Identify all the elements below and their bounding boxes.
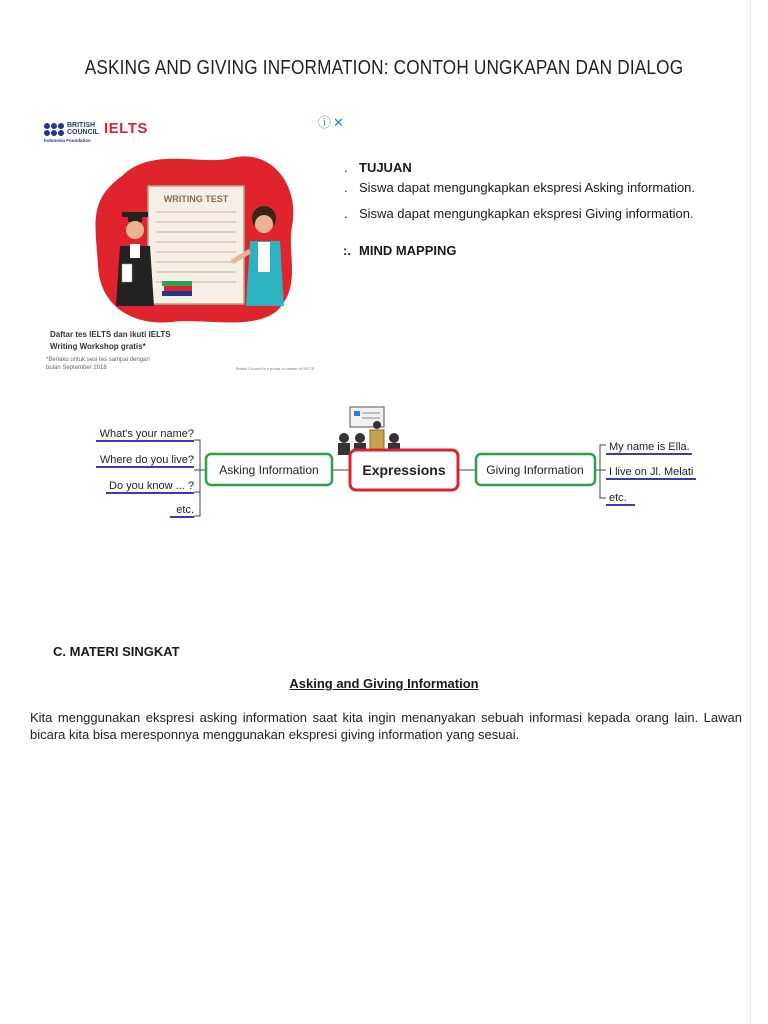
sponsor-name: BRITISH COUNCIL [67, 122, 99, 136]
objective-item: Siswa dapat mengungkapkan ekspresi Giving information. [359, 206, 694, 221]
ad-cta-line1: Daftar tes IELTS dan ikuti IELTS [50, 330, 171, 339]
giving-example: etc. [609, 492, 627, 504]
section-b-heading: MIND MAPPING [359, 243, 457, 258]
body-paragraph: Kita menggunakan ekspresi asking information saat kita ingin menanyakan sebuah informasi kepada orang lain. Lawan bicara kita bisa meresponnya menggunakan ekspresi giving information yang sesuai. [30, 710, 742, 742]
asking-example: etc. [176, 504, 194, 516]
section-a-marker: . [344, 160, 348, 175]
page-title: ASKING AND GIVING INFORMATION: CONTOH UNGKAPAN DAN DIALOG [84, 57, 684, 79]
giving-example: I live on Jl. Melati [609, 466, 694, 478]
books-icon [162, 281, 192, 296]
list-bullet: . [344, 206, 348, 221]
subheading: Asking and Giving Information [289, 676, 479, 691]
mind-map [90, 400, 710, 530]
asking-branch-label: Asking Information [219, 463, 319, 477]
section-b-marker: :. [343, 243, 351, 258]
section-c-heading: C. MATERI SINGKAT [53, 644, 180, 659]
ad-fine-print2: bulan September 2018 [46, 365, 107, 371]
ad-fine-print1: *Berlaku untuk sesi tes sampai dengan [46, 357, 150, 363]
british-council-logo [44, 122, 101, 136]
british-council-dots-icon [44, 123, 64, 136]
close-icon[interactable]: ✕ [333, 115, 346, 130]
asking-example: Where do you live? [99, 454, 194, 466]
whiteboard-title: WRITING TEST [163, 194, 229, 204]
ad-banner[interactable] [36, 108, 346, 380]
ad-fine-print3: British Council is a proud co-owner of IELTS [236, 366, 315, 371]
ad-choices[interactable] [318, 112, 346, 131]
section-a-heading: TUJUAN [359, 160, 412, 175]
ad-cta-line2: Writing Workshop gratis* [50, 342, 146, 351]
giving-example: My name is Ella. [609, 441, 690, 453]
objective-item: Siswa dapat mengungkapkan ekspresi Asking information. [359, 180, 696, 195]
ielts-logo: IELTS [104, 120, 148, 137]
giving-branch-label: Giving Information [486, 463, 584, 477]
center-node-label: Expressions [362, 462, 446, 478]
info-icon[interactable]: ⓘ [318, 115, 334, 130]
asking-example: Do you know ... ? [109, 480, 194, 492]
list-bullet: . [344, 180, 348, 195]
page-edge [750, 0, 751, 1024]
asking-example: What's your name? [99, 428, 194, 440]
ad-illustration [92, 146, 302, 326]
sponsor-sub: Indonesia Foundation [44, 138, 91, 143]
